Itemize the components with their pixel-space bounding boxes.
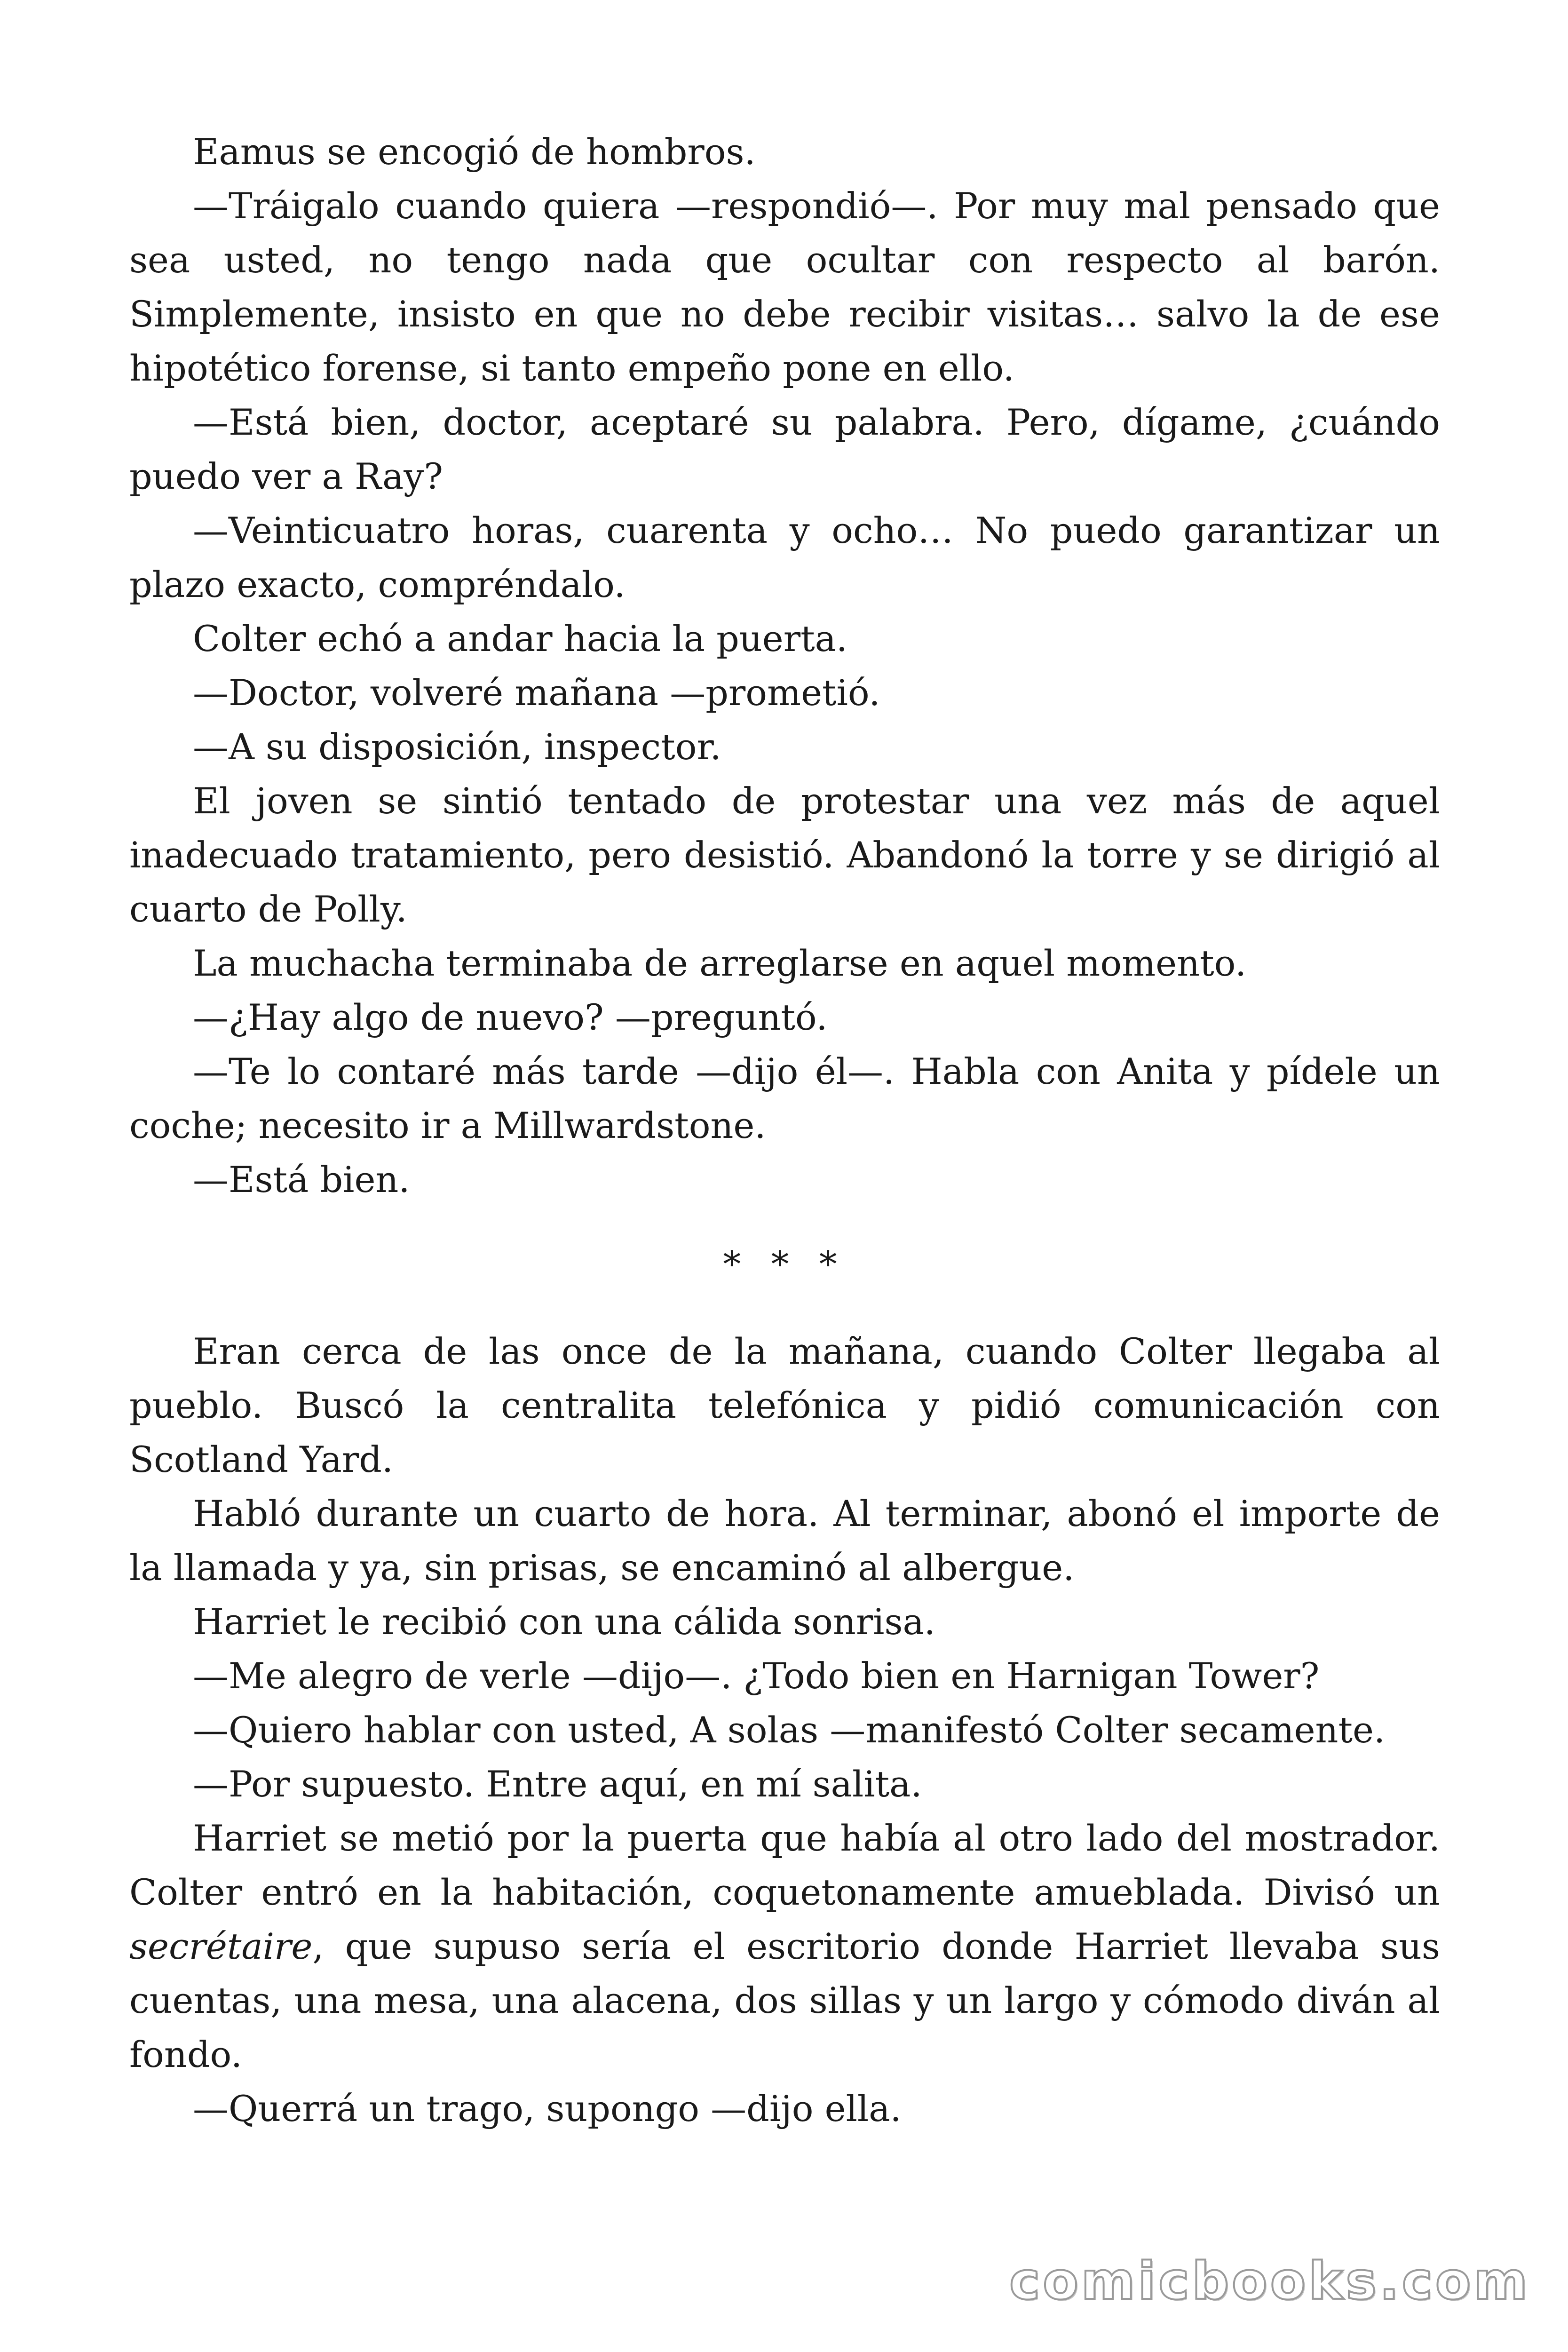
paragraph: —Está bien, doctor, aceptaré su palabra. Pero, dígame, ¿cuándo puedo ver a Ray? [129, 401, 1440, 497]
watermark: comicbooks.com [1009, 2251, 1530, 2311]
paragraph: —Quiero hablar con usted, A solas —manifestó Colter secamente. [193, 1709, 1386, 1751]
paragraph: Eran cerca de las once de la mañana, cuando Colter llegaba al pueblo. Buscó la centralita telefónica y pidió comunicación con Scotland Yard. [129, 1330, 1440, 1480]
paragraph-text: Harriet se metió por la puerta que había al otro lado del mostrador. Colter entró en la habitación, coquetonamente amueblada. Divisó un [129, 1817, 1440, 1913]
paragraph: —A su disposición, inspector. [193, 726, 721, 768]
paragraph: —Veinticuatro horas, cuarenta y ocho… No puedo garantizar un plazo exacto, compréndalo. [129, 509, 1440, 605]
text-block-before-break [129, 125, 1440, 1207]
text-block-after-break [129, 1324, 1440, 2136]
paragraph: Colter echó a andar hacia la puerta. [193, 618, 848, 660]
paragraph: —Querrá un trago, supongo —dijo ella. [193, 2088, 902, 2130]
paragraph: —Tráigalo cuando quiera —respondió—. Por muy mal pensado que sea usted, no tengo nada que ocultar con respecto al barón. Simplemente, insisto en que no debe recibir visitas… salvo la de ese hipotético forense, si tanto empeño pone en ello. [129, 185, 1440, 389]
paragraph-with-italic [129, 1811, 1440, 2082]
italic-word: secrétaire [129, 1925, 313, 1967]
paragraph-text: , que supuso sería el escritorio donde Harriet llevaba sus cuentas, una mesa, una alacena, dos sillas y un largo y cómodo diván al fondo. [129, 1925, 1440, 2075]
paragraph: —Está bien. [193, 1159, 410, 1200]
paragraph: El joven se sintió tentado de protestar una vez más de aquel inadecuado tratamiento, pero desistió. Abandonó la torre y se dirigió al cuarto de Polly. [129, 780, 1440, 930]
paragraph: —¿Hay algo de nuevo? —preguntó. [193, 996, 828, 1038]
paragraph: —Por supuesto. Entre aquí, en mí salita. [193, 1763, 922, 1805]
paragraph: La muchacha terminaba de arreglarse en aquel momento. [193, 942, 1247, 984]
scene-break: * * * [723, 1243, 847, 1285]
paragraph: —Doctor, volveré mañana —prometió. [193, 672, 880, 714]
paragraph: —Me alegro de verle —dijo—. ¿Todo bien en Harnigan Tower? [193, 1655, 1320, 1697]
paragraph: Eamus se encogió de hombros. [193, 131, 756, 173]
paragraph: —Te lo contaré más tarde —dijo él—. Habla con Anita y pídele un coche; necesito ir a Millwardstone. [129, 1050, 1440, 1146]
paragraph: Harriet le recibió con una cálida sonrisa. [193, 1601, 935, 1643]
paragraph: Habló durante un cuarto de hora. Al terminar, abonó el importe de la llamada y ya, sin prisas, se encaminó al albergue. [129, 1493, 1440, 1589]
